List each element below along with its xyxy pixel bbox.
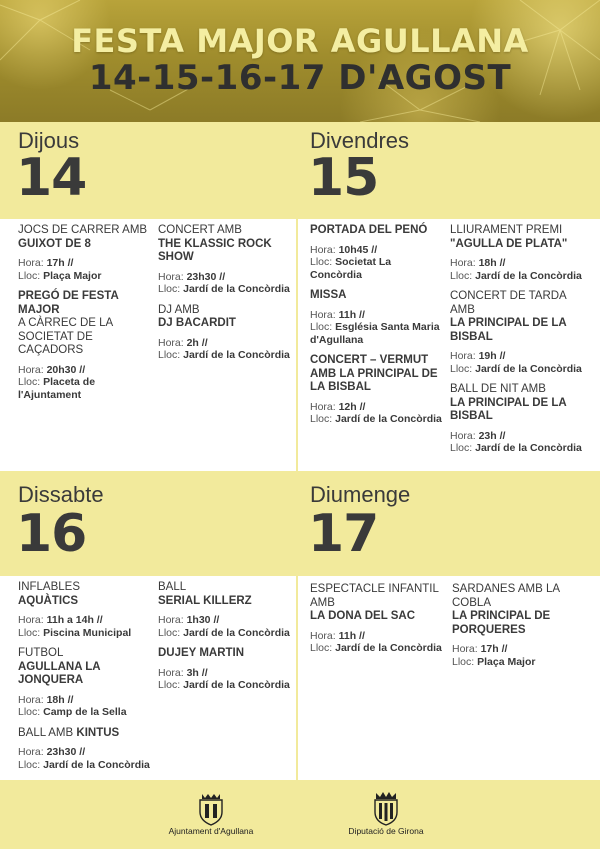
place-label: Lloc: — [310, 321, 336, 333]
day-number-15: 15 — [308, 148, 379, 208]
time-label: Hora: — [310, 400, 339, 413]
time-label: Hora: — [18, 693, 47, 706]
place-value: Jardí de la Concòrdia — [43, 758, 150, 771]
event-item — [452, 583, 590, 668]
separator: // — [368, 243, 378, 256]
separator: // — [496, 429, 506, 442]
separator: // — [498, 643, 508, 655]
place-label: Lloc: — [310, 642, 336, 654]
event-dates: 14-15-16-17 D'AGOST — [88, 58, 512, 98]
place-label: Lloc: — [310, 256, 336, 268]
time-label: Hora: — [158, 666, 187, 679]
event-prefix: ESPECTACLE INFANTIL AMB — [310, 583, 439, 609]
event-item — [18, 224, 156, 282]
place-value: Jardí de la Concòrdia — [475, 442, 582, 454]
place-label: Lloc: — [158, 349, 184, 361]
event-time — [158, 614, 296, 627]
separator: // — [496, 350, 506, 362]
event-name: KINTUS — [76, 726, 120, 739]
place-label: Lloc: — [18, 706, 44, 718]
event-prefix: DJ AMB — [158, 303, 200, 316]
event-item — [158, 647, 296, 692]
time-value: 17h — [480, 643, 499, 655]
time-value: 20h30 — [46, 363, 77, 376]
time-label: Hora: — [158, 336, 187, 349]
event-info — [18, 257, 156, 282]
event-prefix: LLIURAMENT PREMI — [450, 224, 563, 236]
separator: // — [93, 614, 103, 626]
place-label: Lloc: — [18, 376, 44, 388]
place-label: Lloc: — [310, 413, 336, 425]
event-name: LA DONA DEL SAC — [310, 610, 415, 622]
event-name: DJ BACARDIT — [158, 317, 236, 329]
event-item — [450, 224, 590, 282]
header-banner — [0, 0, 600, 122]
time-value: 11h a 14h — [46, 614, 94, 626]
place-label: Lloc: — [158, 283, 184, 295]
time-value: 11h — [338, 629, 357, 642]
column-divider-top — [296, 219, 298, 471]
event-time — [158, 667, 296, 680]
event-prefix: BALL AMB — [18, 726, 74, 739]
events-14-right — [158, 224, 296, 370]
event-info — [158, 271, 296, 296]
place-value: Plaça Major — [43, 269, 102, 282]
place-value: Jardí de la Concòrdia — [183, 679, 290, 691]
event-place — [158, 349, 296, 362]
place-label: Lloc: — [18, 758, 44, 771]
events-16-right — [158, 581, 296, 700]
ajuntament-logo — [156, 792, 266, 836]
event-place — [310, 321, 442, 346]
event-item — [450, 290, 590, 375]
event-time — [452, 643, 590, 656]
place-value: Jardí de la Concòrdia — [475, 269, 582, 282]
event-name: SERIAL KILLERZ — [158, 594, 252, 607]
event-info — [450, 257, 590, 282]
event-info — [310, 630, 446, 655]
events-14-left — [18, 224, 156, 409]
event-item — [158, 304, 296, 362]
event-info — [158, 667, 296, 692]
separator: // — [198, 666, 208, 679]
separator: // — [356, 629, 365, 642]
event-name: DUJEY MARTIN — [158, 647, 245, 659]
time-label: Hora: — [18, 614, 47, 626]
time-value: 18h — [46, 693, 65, 706]
ajuntament-crest-icon — [196, 792, 226, 826]
event-time — [310, 244, 442, 257]
event-place — [158, 283, 296, 296]
place-value: Piscina Municipal — [43, 626, 132, 639]
time-label: Hora: — [310, 243, 339, 256]
event-item — [310, 224, 442, 281]
event-info — [310, 309, 442, 347]
diputacio-logo — [336, 790, 436, 836]
place-value: Plaça Major — [477, 655, 536, 668]
event-place — [450, 363, 590, 376]
separator: // — [64, 693, 74, 706]
time-value: 19h — [478, 350, 497, 362]
time-value: 17h — [46, 257, 65, 269]
events-16-left — [18, 581, 156, 779]
event-prefix: JOCS DE CARRER AMB — [18, 224, 148, 236]
place-value: Societat La Concòrdia — [310, 256, 392, 281]
separator: // — [64, 257, 74, 269]
day-number-17: 17 — [308, 504, 379, 564]
day-name-14: Dijous — [18, 128, 80, 153]
separator: // — [76, 746, 86, 758]
events-15-right — [450, 224, 590, 463]
place-label: Lloc: — [158, 626, 184, 639]
event-place — [450, 270, 590, 283]
time-label: Hora: — [450, 429, 479, 442]
event-name: THE KLASSIC ROCK SHOW — [158, 237, 272, 263]
event-info — [18, 364, 156, 402]
place-label: Lloc: — [18, 269, 44, 282]
event-info — [310, 401, 442, 426]
event-prefix: FUTBOL — [18, 647, 64, 659]
separator: // — [198, 336, 208, 349]
event-time — [18, 364, 156, 377]
event-item — [310, 354, 442, 426]
place-value: Jardí de la Concòrdia — [475, 362, 582, 375]
event-heading — [18, 727, 156, 741]
event-time — [450, 350, 590, 363]
place-value: Església Santa Maria d'Agullana — [310, 321, 440, 346]
event-name: PREGÓ DE FESTA MAJOR — [18, 290, 119, 316]
events-15-left — [310, 224, 442, 434]
event-name: PORTADA DEL PENÓ — [310, 224, 428, 236]
event-info — [18, 694, 156, 719]
event-time — [158, 337, 296, 350]
place-value: Jardí de la Concòrdia — [183, 283, 290, 295]
time-label: Hora: — [18, 746, 47, 758]
event-subtitle: A CÀRREC DE LA SOCIETAT DE CAÇADORS — [18, 317, 113, 356]
event-name: AGULLANA LA JONQUERA — [18, 660, 101, 686]
event-place — [310, 256, 442, 281]
time-label: Hora: — [18, 363, 47, 376]
event-item — [18, 581, 156, 639]
time-value: 23h30 — [46, 746, 77, 758]
event-item — [18, 290, 156, 401]
diputacio-label: Diputació de Girona — [348, 826, 424, 836]
event-info — [158, 614, 296, 639]
event-info — [450, 350, 590, 375]
event-name: GUIXOT DE 8 — [18, 237, 91, 250]
event-item — [158, 581, 296, 639]
time-value: 12h — [338, 400, 357, 413]
place-value: Jardí de la Concòrdia — [183, 626, 290, 639]
time-label: Hora: — [158, 270, 187, 283]
time-label: Hora: — [18, 257, 47, 269]
event-info — [452, 643, 590, 668]
place-label: Lloc: — [452, 655, 478, 668]
day-name-17: Diumenge — [310, 482, 411, 507]
event-place — [310, 413, 442, 426]
time-value: 2h — [186, 336, 199, 349]
event-place — [18, 759, 156, 772]
diputacio-crest-icon — [372, 790, 400, 826]
event-prefix: BALL — [158, 581, 187, 593]
event-time — [18, 746, 156, 759]
separator: // — [356, 308, 365, 321]
time-label: Hora: — [452, 643, 481, 655]
day-band-top — [0, 122, 600, 219]
separator: // — [496, 257, 506, 269]
event-prefix: CONCERT DE TARDA AMB — [450, 290, 567, 316]
time-label: Hora: — [450, 350, 479, 362]
event-time — [310, 309, 442, 322]
day-name-15: Divendres — [310, 128, 410, 153]
event-place — [18, 706, 156, 719]
event-info — [158, 337, 296, 362]
event-info — [18, 746, 156, 771]
place-label: Lloc: — [18, 626, 44, 639]
event-prefix: SARDANES AMB LA COBLA — [452, 583, 560, 609]
time-value: 11h — [338, 308, 357, 321]
time-value: 23h30 — [186, 270, 217, 283]
event-time — [18, 614, 156, 627]
event-info — [18, 614, 156, 639]
time-label: Hora: — [310, 308, 339, 321]
event-prefix: CONCERT AMB — [158, 224, 242, 236]
event-name: LA PRINCIPAL DE PORQUERES — [452, 610, 551, 636]
place-label: Lloc: — [450, 362, 476, 375]
event-time — [450, 430, 590, 443]
footer-band — [0, 780, 600, 849]
separator: // — [216, 270, 226, 283]
event-time — [18, 694, 156, 707]
time-label: Hora: — [310, 629, 339, 642]
event-time — [450, 257, 590, 270]
event-place — [18, 627, 156, 640]
events-17-left — [310, 583, 446, 663]
event-time — [310, 630, 446, 643]
event-prefix: BALL DE NIT AMB — [450, 383, 546, 395]
place-label: Lloc: — [158, 679, 184, 691]
event-time — [310, 401, 442, 414]
event-item — [450, 383, 590, 455]
separator: // — [76, 363, 86, 376]
place-value: Jardí de la Concòrdia — [183, 349, 290, 361]
place-value: Jardí de la Concòrdia — [335, 413, 442, 425]
events-17-right — [452, 583, 590, 676]
event-place — [18, 270, 156, 283]
event-info — [310, 244, 442, 282]
day-number-16: 16 — [16, 504, 87, 564]
time-value: 3h — [186, 666, 199, 679]
event-place — [158, 679, 296, 692]
event-info — [450, 430, 590, 455]
event-place — [450, 442, 590, 455]
event-place — [452, 656, 590, 669]
place-label: Lloc: — [450, 442, 476, 454]
time-label: Hora: — [450, 257, 479, 269]
event-place — [18, 376, 156, 401]
time-value: 1h30 — [186, 614, 211, 626]
column-divider-bottom — [296, 576, 298, 780]
place-value: Placeta de l'Ajuntament — [18, 376, 96, 401]
event-prefix: INFLABLES — [18, 581, 80, 593]
event-item — [158, 224, 296, 296]
time-value: 23h — [478, 429, 497, 442]
place-value: Camp de la Sella — [43, 706, 127, 718]
event-name: "AGULLA DE PLATA" — [450, 237, 568, 250]
event-place — [310, 642, 446, 655]
place-value: Jardí de la Concòrdia — [335, 642, 442, 654]
time-value: 10h45 — [338, 243, 369, 256]
ajuntament-label: Ajuntament d'Agullana — [168, 826, 254, 836]
event-item — [310, 583, 446, 655]
event-name: LA PRINCIPAL DE LA BISBAL — [450, 317, 567, 343]
event-item — [18, 727, 156, 772]
event-title: FESTA MAJOR AGULLANA — [71, 22, 529, 60]
event-place — [158, 627, 296, 640]
separator: // — [356, 400, 366, 413]
event-time — [18, 257, 156, 270]
event-name: CONCERT – VERMUT AMB LA PRINCIPAL DE LA BISBAL — [310, 354, 438, 393]
separator: // — [210, 614, 220, 626]
time-label: Hora: — [158, 614, 187, 626]
event-name: AQUÀTICS — [18, 594, 79, 607]
day-name-16: Dissabte — [18, 482, 104, 507]
place-label: Lloc: — [450, 269, 476, 282]
event-item — [18, 647, 156, 719]
time-value: 18h — [478, 257, 497, 269]
event-name: LA PRINCIPAL DE LA BISBAL — [450, 396, 567, 422]
event-time — [158, 271, 296, 284]
day-number-14: 14 — [16, 148, 87, 208]
event-item — [310, 289, 442, 346]
event-name: MISSA — [310, 289, 347, 301]
